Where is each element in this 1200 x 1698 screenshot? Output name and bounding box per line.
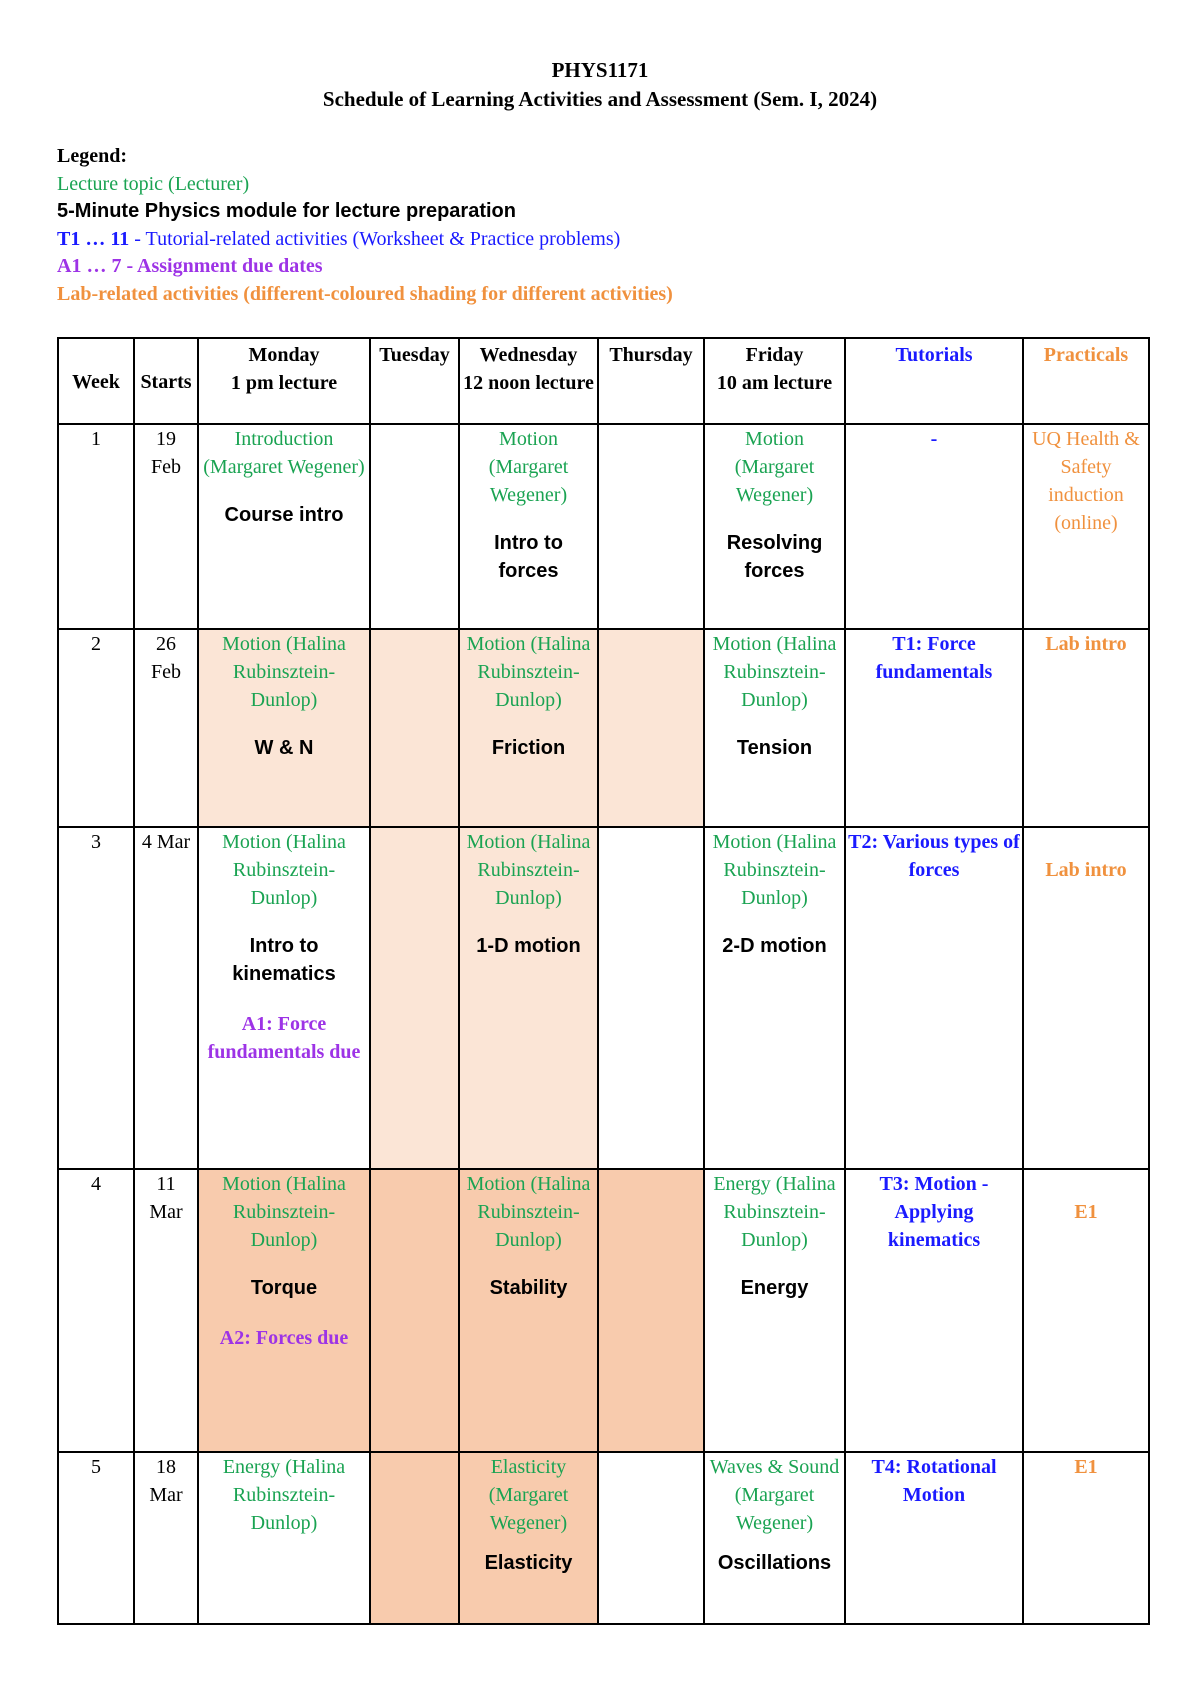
week-number: 4 xyxy=(58,1169,134,1452)
lecture-topic: Motion (Halina Rubinsztein-Dunlop) xyxy=(222,1173,346,1251)
monday-cell xyxy=(198,424,370,629)
legend-lab: Lab-related activities (different-coloured shading for different activities) xyxy=(57,282,673,305)
col-practicals: Practicals xyxy=(1023,338,1149,424)
tuesday-cell xyxy=(370,1169,459,1452)
lecture-topic: Energy (Halina Rubinsztein-Dunlop) xyxy=(713,1173,836,1251)
col-thursday: Thursday xyxy=(598,338,704,424)
week-number: 3 xyxy=(58,827,134,1169)
week-start xyxy=(134,827,198,1169)
thursday-cell xyxy=(598,1169,704,1452)
assignment-due: A2: Forces due xyxy=(219,1327,349,1349)
practical-cell: Lab intro xyxy=(1023,827,1149,1169)
legend-module: 5-Minute Physics module for lecture preparation xyxy=(57,200,516,222)
practical-cell: UQ Health & Safety induction (online) xyxy=(1023,424,1149,629)
legend xyxy=(57,143,673,308)
friday-cell xyxy=(704,827,845,1169)
lecture-module: Resolving forces xyxy=(726,532,823,582)
col-monday-day: Monday xyxy=(248,344,320,366)
table-row xyxy=(58,827,1149,1169)
legend-tutorial xyxy=(57,226,673,254)
week-number: 5 xyxy=(58,1452,134,1624)
tuesday-cell xyxy=(370,629,459,827)
lecture-topic: Motion (Margaret Wegener) xyxy=(734,428,815,506)
week-start xyxy=(134,1169,198,1452)
friday-cell xyxy=(704,629,845,827)
col-tutorials: Tutorials xyxy=(845,338,1023,424)
table-row xyxy=(58,1452,1149,1624)
tuesday-cell xyxy=(370,424,459,629)
tutorial-cell: T1: Force fundamentals xyxy=(845,629,1023,827)
col-monday xyxy=(198,338,370,424)
wednesday-cell xyxy=(459,827,598,1169)
week-start-day: 18 xyxy=(156,1456,176,1478)
tutorial-cell: T4: Rotational Motion xyxy=(845,1452,1023,1624)
week-start-month: Feb xyxy=(151,456,181,478)
header-row xyxy=(58,338,1149,424)
week-number: 1 xyxy=(58,424,134,629)
practical-cell: Lab intro xyxy=(1023,629,1149,827)
wednesday-cell xyxy=(459,424,598,629)
lecture-module: Tension xyxy=(736,737,813,759)
lecture-topic: Motion (Halina Rubinsztein-Dunlop) xyxy=(712,633,837,711)
lecture-topic: Motion (Halina Rubinsztein-Dunlop) xyxy=(222,633,346,711)
table-row xyxy=(58,629,1149,827)
monday-cell xyxy=(198,1169,370,1452)
lecture-module: Stability xyxy=(489,1277,568,1299)
week-start-day: 26 xyxy=(156,633,176,655)
lecture-topic: Introduction (Margaret Wegener) xyxy=(203,428,365,478)
col-friday-time: 10 am lecture xyxy=(716,372,833,394)
lecture-module: W & N xyxy=(254,737,314,759)
col-wednesday-day: Wednesday xyxy=(479,344,578,366)
week-start xyxy=(134,424,198,629)
week-start xyxy=(134,629,198,827)
week-number: 2 xyxy=(58,629,134,827)
week-start-day: 11 xyxy=(156,1173,176,1195)
practical-cell: E1 xyxy=(1023,1452,1149,1624)
week-start-month: Feb xyxy=(151,661,181,683)
lecture-module: Course intro xyxy=(224,504,344,526)
tutorial-cell: T3: Motion - Applying kinematics xyxy=(845,1169,1023,1452)
week-start xyxy=(134,1452,198,1624)
lecture-topic: Motion (Margaret Wegener) xyxy=(488,428,569,506)
tutorial-cell: - xyxy=(845,424,1023,629)
lecture-module: Torque xyxy=(250,1277,318,1299)
lecture-topic: Motion (Halina Rubinsztein-Dunlop) xyxy=(466,1173,591,1251)
col-monday-time: 1 pm lecture xyxy=(230,372,338,394)
col-friday xyxy=(704,338,845,424)
legend-assignment: A1 … 7 - Assignment due dates xyxy=(57,255,323,277)
col-week: Week xyxy=(58,338,134,424)
table-row xyxy=(58,424,1149,629)
wednesday-cell xyxy=(459,1169,598,1452)
week-start-day: 4 Mar xyxy=(141,831,191,853)
monday-cell xyxy=(198,629,370,827)
lecture-module: Oscillations xyxy=(717,1552,832,1574)
practical-cell: E1 xyxy=(1023,1169,1149,1452)
thursday-cell xyxy=(598,827,704,1169)
schedule-table xyxy=(57,337,1150,1625)
friday-cell xyxy=(704,424,845,629)
col-tuesday: Tuesday xyxy=(370,338,459,424)
lecture-topic: Waves & Sound (Margaret Wegener) xyxy=(709,1456,840,1534)
monday-cell xyxy=(198,1452,370,1624)
legend-tutorial-text: - Tutorial-related activities (Worksheet & Practice problems) xyxy=(129,227,621,250)
week-start-month: Mar xyxy=(149,1201,183,1223)
lecture-topic: Elasticity (Margaret Wegener) xyxy=(488,1456,569,1534)
page-title: Schedule of Learning Activities and Assessment (Sem. I, 2024) xyxy=(322,87,878,111)
lecture-module: Intro to kinematics xyxy=(232,935,336,985)
col-wednesday xyxy=(459,338,598,424)
table-row xyxy=(58,1169,1149,1452)
tutorial-cell: T2: Various types of forces xyxy=(845,827,1023,1169)
week-start-day: 19 xyxy=(156,428,176,450)
lecture-module: Elasticity xyxy=(484,1552,573,1574)
lecture-topic: Motion (Halina Rubinsztein-Dunlop) xyxy=(712,831,837,909)
legend-lecture: Lecture topic (Lecturer) xyxy=(57,172,250,195)
course-code: PHYS1171 xyxy=(551,58,649,82)
tuesday-cell xyxy=(370,1452,459,1624)
lecture-module: 2-D motion xyxy=(722,935,827,957)
monday-cell xyxy=(198,827,370,1169)
thursday-cell xyxy=(598,424,704,629)
col-starts: Starts xyxy=(134,338,198,424)
col-friday-day: Friday xyxy=(745,344,804,366)
lecture-module: Energy xyxy=(740,1277,809,1299)
legend-heading: Legend: xyxy=(57,145,127,167)
wednesday-cell xyxy=(459,1452,598,1624)
lecture-topic: Energy (Halina Rubinsztein-Dunlop) xyxy=(222,1456,346,1534)
friday-cell xyxy=(704,1169,845,1452)
thursday-cell xyxy=(598,1452,704,1624)
assignment-due: A1: Force fundamentals due xyxy=(207,1013,361,1063)
friday-cell xyxy=(704,1452,845,1624)
wednesday-cell xyxy=(459,629,598,827)
lecture-topic: Motion (Halina Rubinsztein-Dunlop) xyxy=(466,633,591,711)
lecture-module: Friction xyxy=(491,737,566,759)
lecture-topic: Motion (Halina Rubinsztein-Dunlop) xyxy=(222,831,346,909)
thursday-cell xyxy=(598,629,704,827)
lecture-module: 1-D motion xyxy=(476,935,581,957)
tuesday-cell xyxy=(370,827,459,1169)
week-start-month: Mar xyxy=(149,1484,183,1506)
lecture-module: Intro to forces xyxy=(494,532,563,582)
col-wednesday-time: 12 noon lecture xyxy=(463,372,594,394)
lecture-topic: Motion (Halina Rubinsztein-Dunlop) xyxy=(466,831,591,909)
legend-tutorial-prefix: T1 … 11 xyxy=(57,227,130,250)
